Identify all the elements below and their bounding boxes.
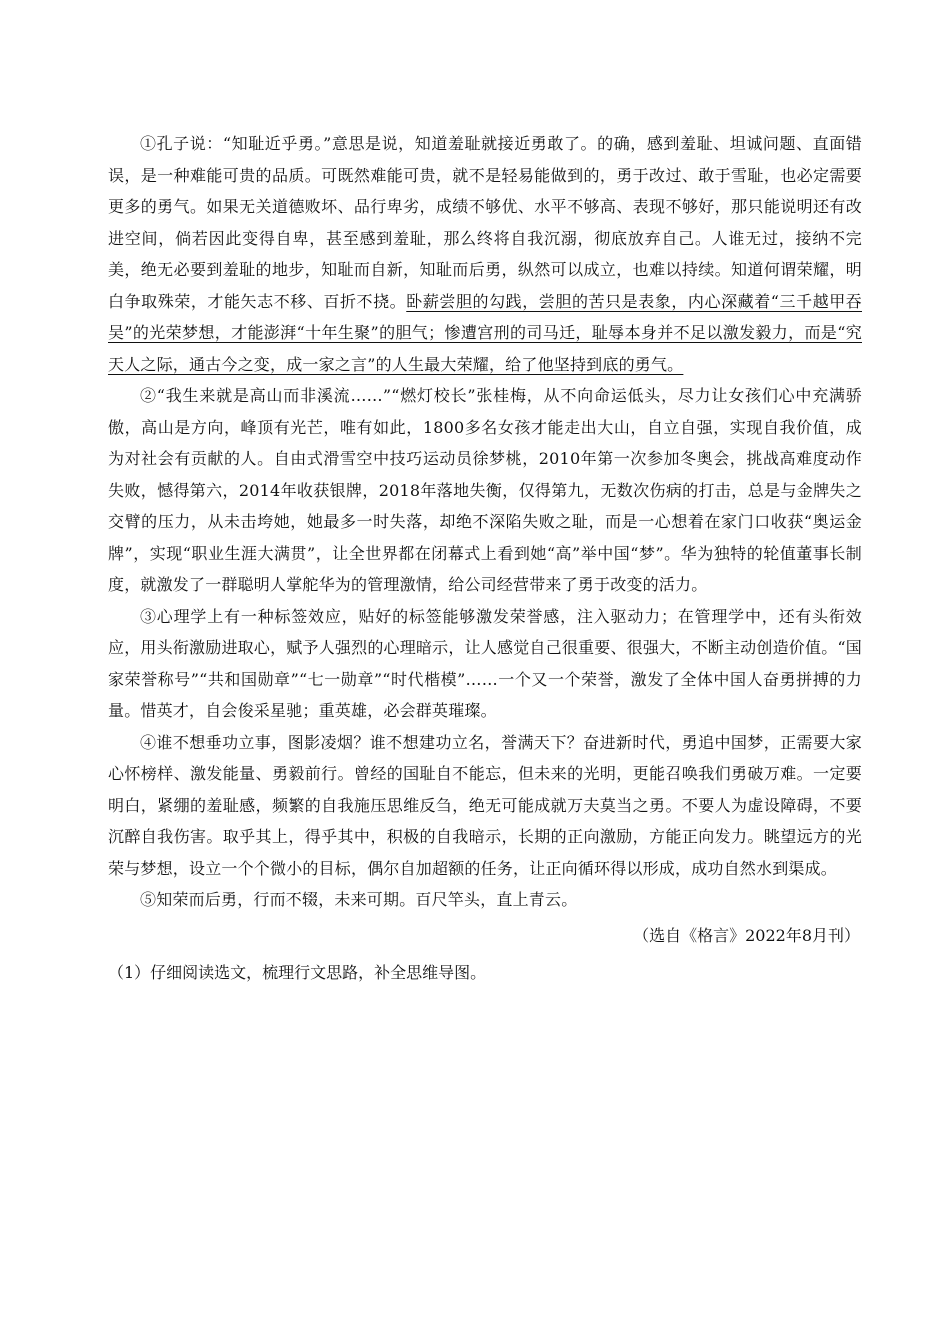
paragraph-5 xyxy=(108,884,862,916)
source-citation: （选自《格言》2022年8月刊） xyxy=(633,925,860,945)
paragraph-5-text: ⑤知荣而后勇，行而不辍，未来可期。百尺竿头，直上青云。 xyxy=(140,890,578,909)
paragraph-2-text: ②“我生来就是高山而非溪流……”“燃灯校长”张桂梅，从不向命运低头，尽力让女孩们心中充满骄傲，高山是方向，峰顶有光芒，唯有如此，1800多名女孩才能走出大山，自立自强，实现自我价值，成为对社会有贡献的人。自由式滑雪空中技巧运动员徐梦桃，2010年第一次参加冬奥会，挑战高难度动作失败，憾得第六，2014年收获银牌，2018年落地失衡，仅得第九，无数次伤病的打击，总是与金牌失之交臂的压力，从未击垮她，她最多一时失落，却绝不深陷失败之耻，而是一心想着在家门口收获“奥运金牌”，实现“职业生涯大满贯”，让全世界都在闭幕式上看到她“高”举中国“梦”。华为独特的轮值董事长制度，就激发了一群聪明人掌舵华为的管理激情，给公司经营带来了勇于改变的活力。 xyxy=(108,386,862,594)
paragraph-1-text: ①孔子说：“知耻近乎勇。”意思是说，知道羞耻就接近勇敢了。的确，感到羞耻、坦诚问题、直面错误，是一种难能可贵的品质。可既然难能可贵，就不是轻易能做到的，勇于改过、敢于雪耻，也必定需要更多的勇气。如果无关道德败坏、品行卑劣，成绩不够优、水平不够高、表现不够好，那只能说明还有改进空间，倘若因此变得自卑，甚至感到羞耻，那么终将自我沉溺，彻底放弃自己。人谁无过，接纳不完美，绝无必要到羞耻的地步，知耻而自新，知耻而后勇，纵然可以成立，也难以持续。知道何谓荣耀，明白争取殊荣，才能矢志不移、百折不挠。 xyxy=(108,134,862,311)
paragraph-1-underlined-text: 卧薪尝胆的勾践，尝胆的苦只是表象，内心深藏着“三千越甲吞吴”的光荣梦想，才能澎湃“十年生聚”的胆气；惨遭宫刑的司马迁，耻辱本身并不足以激发毅力，而是“究天人之际，通古今之变，成一家之言”的人生最大荣耀，给了他坚持到底的勇气。 xyxy=(108,291,862,374)
paragraph-1 xyxy=(108,128,862,380)
paragraph-4-text: ④谁不想垂功立事，图影凌烟？谁不想建功立名，誉满天下？奋进新时代，勇追中国梦，正需要大家心怀榜样、激发能量、勇毅前行。曾经的国耻自不能忘，但未来的光明，更能召唤我们勇破万难。一定要明白，紧绷的羞耻感，频繁的自我施压思维反刍，绝无可能成就万夫莫当之勇。不要人为虚设障碍，不要沉醉自我伤害。取乎其上，得乎其中，积极的自我暗示，长期的正向激励，方能正向发力。眺望远方的光荣与梦想，设立一个个微小的目标，偶尔自加超额的任务，让正向循环得以形成，成功自然水到渠成。 xyxy=(108,732,862,878)
paragraph-3 xyxy=(108,601,862,727)
article-page xyxy=(108,128,862,989)
paragraph-4 xyxy=(108,727,862,885)
paragraph-3-text: ③心理学上有一种标签效应，贴好的标签能够激发荣誉感，注入驱动力；在管理学中，还有头衔效应，用头衔激励进取心，赋予人强烈的心理暗示，让人感觉自己很重要、很强大，不断主动创造价值。“国家荣誉称号”“共和国勋章”“七一勋章”“时代楷模”……一个又一个荣誉，激发了全体中国人奋勇拼搏的力量。惜英才，自会俊采星驰；重英雄，必会群英璀璨。 xyxy=(108,606,862,720)
question-1: （1）仔细阅读选文，梳理行文思路，补全思维导图。 xyxy=(108,963,487,982)
paragraph-2 xyxy=(108,380,862,601)
